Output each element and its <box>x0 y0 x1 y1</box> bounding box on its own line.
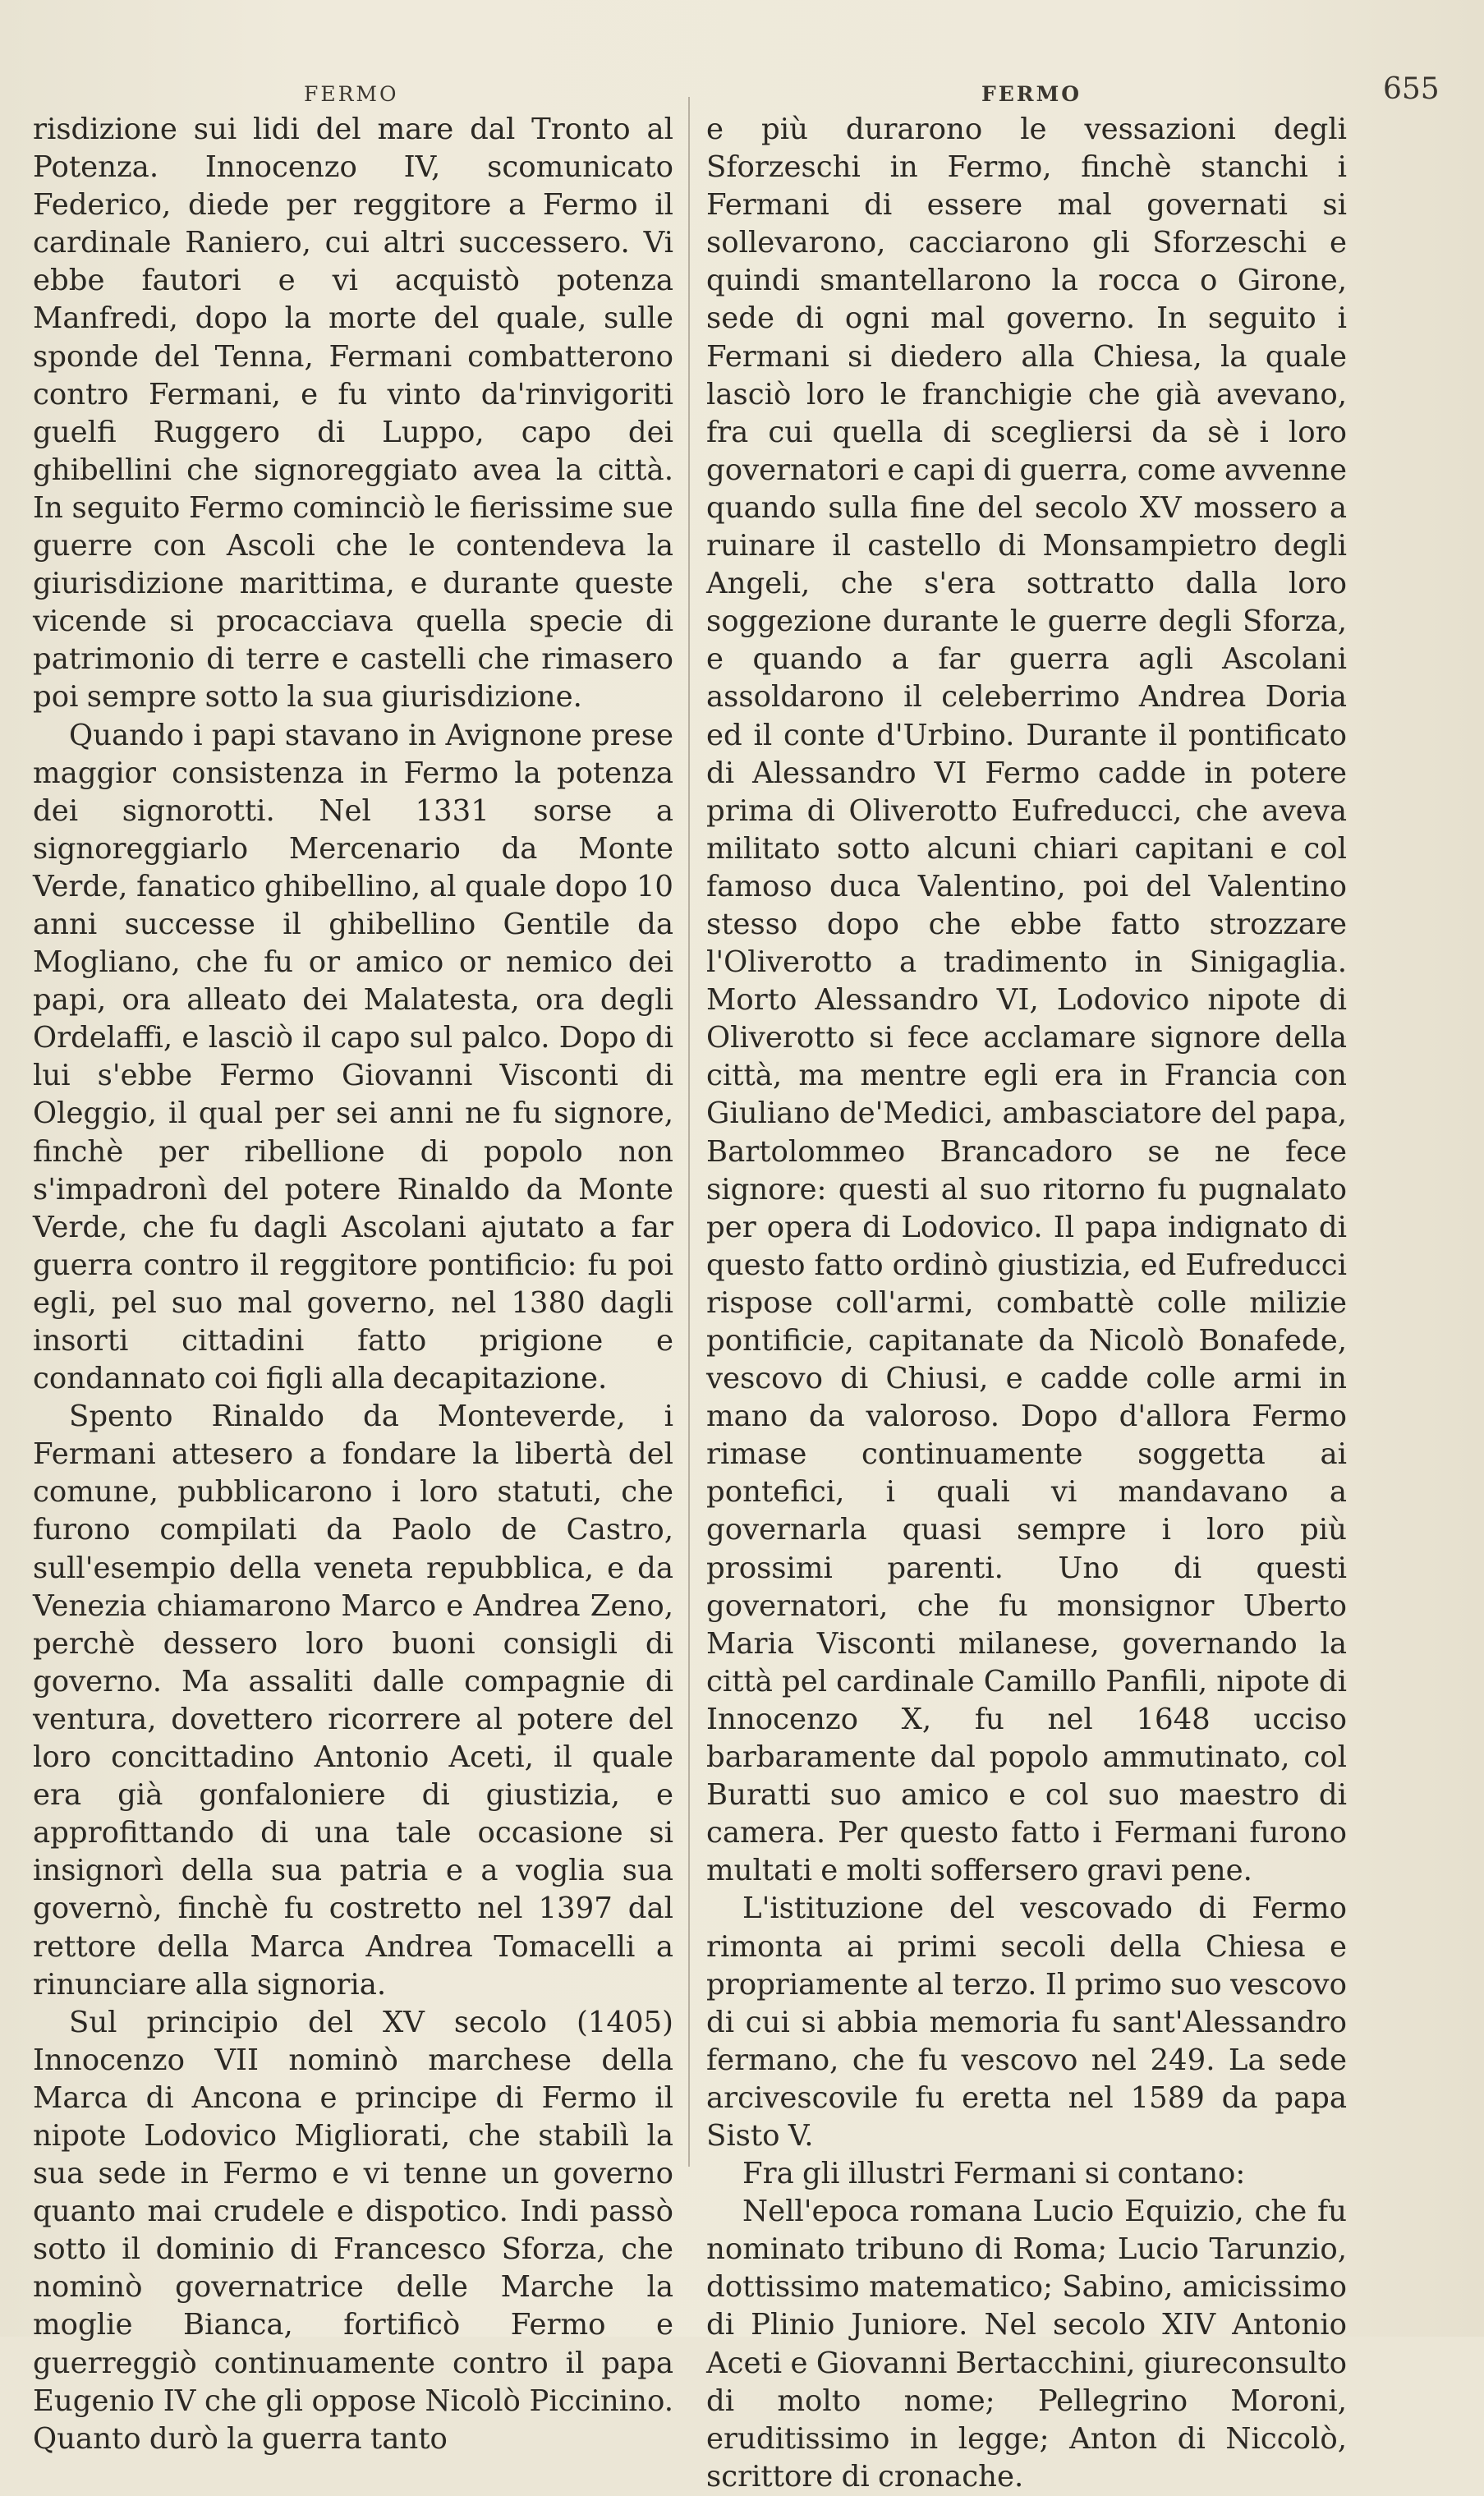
paragraph: e più durarono le vessazioni degli Sforzeschi in Fermo, finchè stanchi i Fermani di essere mal governati si sollevarono, cacciarono gli Sforzeschi e quindi smantellarono la rocca o Girone, sede di ogni mal governo. In seguito i Fermani si diedero alla Chiesa, la quale lasciò loro le franchigie che già avevano, fra cui quella di scegliersi da sè i loro governatori e capi di guerra, come avvenne quando sulla fine del secolo XV mossero a ruinare il castello di Monsampietro degli Angeli, che s'era sottratto dalla loro soggezione durante le guerre degli Sforza, e quando a far guerra agli Ascolani assoldarono il celeberrimo Andrea Doria ed il conte d'Urbino. Durante il pontificato di Alessandro VI Fermo cadde in potere prima di Oliverotto Eufreducci, che aveva militato sotto alcuni chiari capitani e col famoso duca Valentino, poi del Valentino stesso dopo che ebbe fatto strozzare l'Oliverotto a tradimento in Sinigaglia. Morto Alessandro VI, Lodovico nipote di Oliverotto si fece acclamare signore della città, ma mentre egli era in Francia con Giuliano de'Medici, ambasciatore del papa, Bartolommeo Brancadoro se ne fece signore: questi al suo ritorno fu pugnalato per opera di Lodovico. Il papa indignato di questo fatto ordinò giustizia, ed Eufreducci rispose coll'armi, combattè colle milizie pontificie, capitanate da Nicolò Bonafede, vescovo di Chiusi, e cadde colle armi in mano da valoroso. Dopo d'allora Fermo rimase continuamente soggetta ai pontefici, i quali vi mandavano a governarla quasi sempre i loro più prossimi parenti. Uno di questi governatori, che fu monsignor Uberto Maria Visconti milanese, governando la città pel cardinale Camillo Panfili, nipote di Innocenzo X, fu nel 1648 ucciso barbaramente dal popolo ammutinato, col Buratti suo amico e col suo maestro di camera. Per questo fatto i Fermani furono multati e molti soffersero gravi pene. <box>706 113 1347 1888</box>
column-divider <box>688 97 690 2167</box>
right-column <box>706 111 1347 2496</box>
paragraph: risdizione sui lidi del mare dal Tronto al Potenza. Innocenzo IV, scomunicato Federico, diede per reggitore a Fermo il cardinale Raniero, cui altri successero. Vi ebbe fautori e vi acquistò potenza Manfredi, dopo la morte del quale, sulle sponde del Tenna, Fermani combatterono contro Fermani, e fu vinto da'rinvigoriti guelfi Ruggero di Luppo, capo dei ghibellini che signoreggiato avea la città. In seguito Fermo cominciò le fierissime sue guerre con Ascoli che le contendeva la giurisdizione marittima, e durante queste vicende si procacciava quella specie di patrimonio di terre e castelli che rimasero poi sempre sotto la sua giurisdizione. <box>33 113 673 715</box>
paragraph: Sul principio del XV secolo (1405) Innocenzo VII nominò marchese della Marca di Ancona e principe di Fermo il nipote Lodovico Migliorati, che stabilì la sua sede in Fermo e vi tenne un governo quanto mai crudele e dispotico. Indi passò sotto il dominio di Francesco Sforza, che nominò governatrice delle Marche la moglie Bianca, fortificò Fermo e guerreggiò continuamente contro il papa Eugenio IV che gli oppose Nicolò Piccinino. Quanto durò la guerra tanto <box>33 2005 673 2456</box>
paragraph: Quando i papi stavano in Avignone prese maggior consistenza in Fermo la potenza dei signorotti. Nel 1331 sorse a signoreggiarlo Mercenario da Monte Verde, fanatico ghibellino, al quale dopo 10 anni successe il ghibellino Gentile da Mogliano, che fu or amico or nemico dei papi, ora alleato dei Malatesta, ora degli Ordelaffi, e lasciò il capo sul palco. Dopo di lui s'ebbe Fermo Giovanni Visconti di Oleggio, il qual per sei anni ne fu signore, finchè per ribellione di popolo non s'impadronì del potere Rinaldo da Monte Verde, che fu dagli Ascolani ajutato a far guerra contro il reggitore pontificio: fu poi egli, pel suo mal governo, nel 1380 dagli insorti cittadini fatto prigione e condannato coi figli alla decapitazione. <box>33 718 673 1396</box>
paragraph: L'istituzione del vescovado di Fermo rimonta ai primi secoli della Chiesa e propriamente al terzo. Il primo suo vescovo di cui si abbia memoria fu sant'Alessandro fermano, che fu vescovo nel 249. La sede arcivescovile fu eretta nel 1589 da papa Sisto V. <box>706 1892 1347 2153</box>
paragraph: Fra gli illustri Fermani si contano: <box>742 2157 1246 2191</box>
paragraph: Nell'epoca romana Lucio Equizio, che fu nominato tribuno di Roma; Lucio Tarunzio, dottissimo matematico; Sabino, amicissimo di Plinio Juniore. Nel secolo XIV Antonio Aceti e Giovanni Bertacchini, giureconsulto di molto nome; Pellegrino Moroni, eruditissimo in legge; Anton di Niccolò, scrittore di cronache. <box>706 2195 1347 2494</box>
page-number: 655 <box>1383 72 1440 106</box>
running-head-right: FERMO <box>981 82 1082 106</box>
running-head-left: FERMO <box>304 82 399 106</box>
paragraph: Spento Rinaldo da Monteverde, i Fermani attesero a fondare la libertà del comune, pubblicarono i loro statuti, che furono compilati da Paolo de Castro, sull'esempio della veneta repubblica, e da Venezia chiamarono Marco e Andrea Zeno, perchè dessero loro buoni consigli di governo. Ma assaliti dalle compagnie di ventura, dovettero ricorrere al potere del loro concittadino Antonio Aceti, il quale era già gonfaloniere di giustizia, e approfittando di una tale occasione si insignorì della sua patria e a voglia sua governò, finchè fu costretto nel 1397 dal rettore della Marca Andrea Tomacelli a rinunciare alla signoria. <box>33 1400 673 2002</box>
left-column <box>33 111 673 2458</box>
